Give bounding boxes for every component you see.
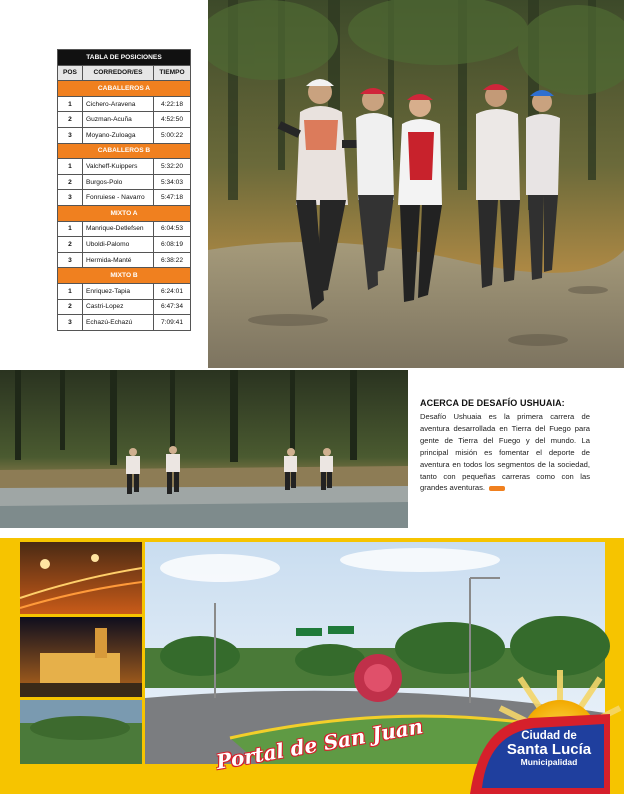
table-row (58, 315, 191, 331)
slogan: Portal de San Juan (214, 714, 425, 774)
cell-pos: 1 (58, 283, 83, 299)
cell-time: 7:09:41 (154, 315, 191, 331)
cell-time: 6:38:22 (154, 252, 191, 268)
category-name: MIXTO A (58, 205, 191, 221)
park-thumbnail (20, 700, 142, 764)
table-row (58, 221, 191, 237)
category-row (58, 268, 191, 284)
cell-runner: Uboldi-Palomo (83, 237, 154, 253)
column-header-pos: POS (58, 65, 83, 81)
cell-pos: 3 (58, 190, 83, 206)
table-title-row (58, 50, 191, 66)
table-title: TABLA DE POSICIONES (58, 50, 191, 66)
cell-pos: 2 (58, 174, 83, 190)
night-building-thumbnail (20, 617, 142, 697)
cell-time: 6:04:53 (154, 221, 191, 237)
category-row (58, 81, 191, 97)
logo-line-1: Ciudad de (521, 730, 577, 742)
orange-end-mark-icon (489, 486, 505, 491)
cell-runner: Burgos-Polo (83, 174, 154, 190)
logo-text (496, 730, 602, 767)
cell-runner: Manrique-Detlefsen (83, 221, 154, 237)
table-row (58, 283, 191, 299)
table-row (58, 299, 191, 315)
table-row (58, 112, 191, 128)
cell-runner: Hermida-Manté (83, 252, 154, 268)
table-row (58, 127, 191, 143)
cell-runner: Castri-Lopez (83, 299, 154, 315)
about-heading: ACERCA DE DESAFÍO USHUAIA: (420, 398, 565, 408)
table-row (58, 252, 191, 268)
cell-pos: 3 (58, 127, 83, 143)
about-body (420, 411, 590, 494)
table-row (58, 159, 191, 175)
cell-pos: 1 (58, 96, 83, 112)
cell-time: 6:24:01 (154, 283, 191, 299)
table-row (58, 174, 191, 190)
table-row (58, 190, 191, 206)
cell-pos: 2 (58, 299, 83, 315)
category-name: CABALLEROS A (58, 81, 191, 97)
cell-runner: Fonruiese - Navarro (83, 190, 154, 206)
cell-runner: Guzman-Acuña (83, 112, 154, 128)
table-header-row (58, 65, 191, 81)
cell-time: 4:22:18 (154, 96, 191, 112)
category-row (58, 205, 191, 221)
column-header-runner: CORREDOR/ES (83, 65, 154, 81)
cell-time: 5:00:22 (154, 127, 191, 143)
category-row (58, 143, 191, 159)
cell-time: 5:34:03 (154, 174, 191, 190)
cell-time: 5:32:20 (154, 159, 191, 175)
cell-runner: Enriquez-Tapia (83, 283, 154, 299)
night-road-thumbnail (20, 542, 142, 614)
cell-time: 5:47:18 (154, 190, 191, 206)
cell-pos: 3 (58, 315, 83, 331)
cell-runner: Echazú-Echazú (83, 315, 154, 331)
table-row (58, 237, 191, 253)
runners-photo (208, 0, 624, 368)
standings-table (57, 49, 191, 331)
santa-lucia-ad (0, 538, 624, 794)
about-section (420, 398, 590, 494)
about-body-text: Desafío Ushuaia es la primera carrera de aventura desarrollada en Tierra del Fuego para gente de Tierra del Fuego y del mundo. La principal misión es fomentar el deporte de aventura en todos los segmentos de la sociedad, tanto con pequeñas carreras como con las grandes aventuras. (420, 412, 590, 493)
cell-runner: Moyano-Zuloaga (83, 127, 154, 143)
logo-line-3: Municipalidad (520, 756, 578, 767)
cell-time: 6:47:34 (154, 299, 191, 315)
table-row (58, 96, 191, 112)
lake-runners-photo (0, 370, 408, 528)
cell-pos: 1 (58, 159, 83, 175)
category-name: MIXTO B (58, 268, 191, 284)
cell-pos: 2 (58, 237, 83, 253)
cell-runner: Valcheff-Kuippers (83, 159, 154, 175)
cell-pos: 1 (58, 221, 83, 237)
cell-runner: Cichero-Aravena (83, 96, 154, 112)
category-name: CABALLEROS B (58, 143, 191, 159)
cell-time: 6:08:19 (154, 237, 191, 253)
cell-pos: 2 (58, 112, 83, 128)
logo-line-2: Santa Lucía (506, 741, 592, 759)
column-header-time: TIEMPO (154, 65, 191, 81)
cell-pos: 3 (58, 252, 83, 268)
cell-time: 4:52:50 (154, 112, 191, 128)
